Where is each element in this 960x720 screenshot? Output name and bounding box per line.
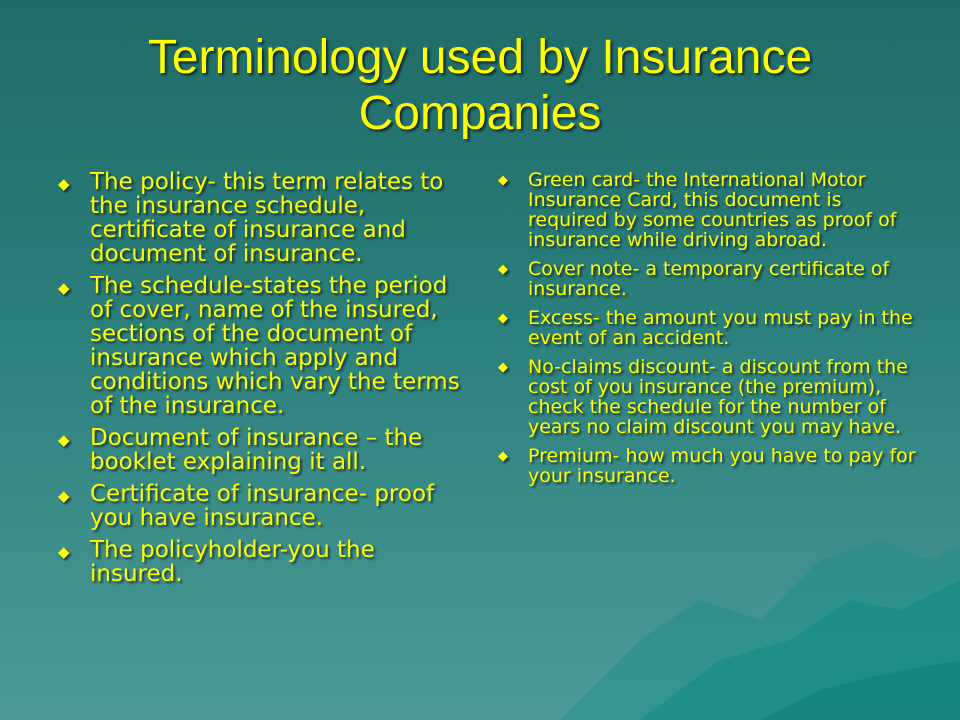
list-item <box>58 482 470 530</box>
diamond-bullet-icon: ◆ <box>58 279 70 297</box>
list-item-text: Premium- how much you have to pay for your insurance. <box>528 445 916 487</box>
list-item <box>58 170 470 266</box>
list-item <box>498 170 918 250</box>
diamond-bullet-icon: ◆ <box>498 449 508 464</box>
list-item <box>498 259 918 299</box>
list-item-text: Certificate of insurance- proof you have insurance. <box>90 481 435 531</box>
list-item-text: Cover note- a temporary certificate of insurance. <box>528 258 890 300</box>
list-item-text: The policyholder-you the insured. <box>90 537 375 587</box>
diamond-bullet-icon: ◆ <box>498 311 508 326</box>
list-item <box>58 426 470 474</box>
list-item <box>498 308 918 348</box>
list-item-text: No-claims discount- a discount from the cost of you insurance (the premium), check the schedule for the number of years no claim discount you may have. <box>528 356 908 438</box>
diamond-bullet-icon: ◆ <box>498 262 508 277</box>
list-item-text: Document of insurance – the booklet explaining it all. <box>90 425 423 475</box>
list-item <box>58 274 470 418</box>
list-item-text: Green card- the International Motor Insurance Card, this document is required by some countries as proof of insurance while driving abroad. <box>528 169 897 251</box>
right-term-list <box>498 170 918 495</box>
list-item-text: The schedule-states the period of cover, name of the insured, sections of the document of insurance which apply and conditions which vary the terms of the insurance. <box>90 273 460 419</box>
diamond-bullet-icon: ◆ <box>58 431 70 449</box>
list-item-text: Excess- the amount you must pay in the event of an accident. <box>528 307 913 349</box>
list-item <box>498 446 918 486</box>
diamond-bullet-icon: ◆ <box>58 175 70 193</box>
list-item-text: The policy- this term relates to the insurance schedule, certificate of insurance and document of insurance. <box>90 169 444 267</box>
diamond-bullet-icon: ◆ <box>58 543 70 561</box>
diamond-bullet-icon: ◆ <box>58 487 70 505</box>
slide-title: Terminology used by Insurance Companies <box>147 31 813 140</box>
list-item <box>58 538 470 586</box>
list-item <box>498 357 918 437</box>
diamond-bullet-icon: ◆ <box>498 173 508 188</box>
diamond-bullet-icon: ◆ <box>498 360 508 375</box>
left-term-list <box>58 170 470 594</box>
